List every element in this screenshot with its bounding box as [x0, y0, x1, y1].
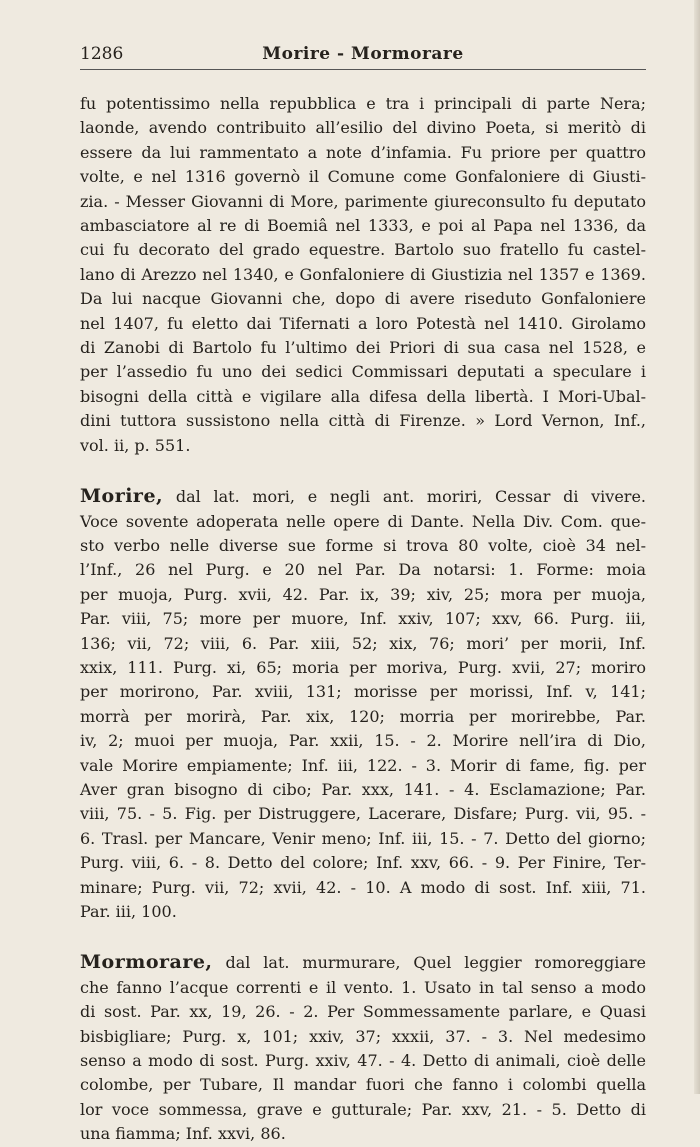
text-line: Voce sovente adoperata nelle opere di Dante. Nella Div. Com. que-	[80, 511, 646, 531]
running-title: Morire - Mormorare	[262, 44, 464, 64]
text-line: per morirono, Par. xviii, 131; morisse per morissi, Inf. v, 141;	[80, 682, 646, 702]
text-line: ambasciatore al re di Boemiâ nel 1333, e poi al Papa nel 1336, da	[80, 216, 646, 236]
text-line	[80, 950, 646, 975]
text-line: vol. ii, p. 551.	[80, 435, 191, 455]
text-line: che fanno l’acque correnti e il vento. 1. Usato in tal senso a modo	[80, 977, 646, 997]
text-line: una fiamma; Inf. xxvi, 86.	[80, 1124, 286, 1144]
text-line: bisogni della città e vigilare alla difesa della libertà. I Mori-Ubal-	[80, 386, 646, 406]
text-line: laonde, avendo contribuito all’esilio del divino Poeta, si meritò di	[80, 118, 646, 138]
text-line: 6. Trasl. per Mancare, Venir meno; Inf. iii, 15. - 7. Detto del giorno;	[80, 828, 646, 848]
page-body	[80, 92, 646, 1147]
page-number: 1286	[80, 44, 124, 64]
text-line: dini tuttora sussistono nella città di Firenze. » Lord Vernon, Inf.,	[80, 411, 646, 431]
text-line: morrà per morirà, Par. xix, 120; morria per morirebbe, Par.	[80, 706, 646, 726]
header-rule	[80, 69, 646, 70]
text-line: Aver gran bisogno di cibo; Par. xxx, 141. - 4. Esclamazione; Par.	[80, 779, 646, 799]
text-line: bisbigliare; Purg. x, 101; xxiv, 37; xxxii, 37. - 3. Nel medesimo	[80, 1026, 646, 1046]
text-line: per muoja, Purg. xvii, 42. Par. ix, 39; xiv, 25; mora per muoja,	[80, 584, 646, 604]
text-line: 136; vii, 72; viii, 6. Par. xiii, 52; xix, 76; mori’ per morii, Inf.	[80, 633, 646, 653]
text-line: senso a modo di sost. Purg. xxiv, 47. - 4. Detto di animali, cioè delle	[80, 1051, 646, 1071]
text-line: iv, 2; muoi per muoja, Par. xxii, 15. - 2. Morire nell’ira di Dio,	[80, 731, 646, 751]
text-line: viii, 75. - 5. Fig. per Distruggere, Lacerare, Disfare; Purg. vii, 95. -	[80, 804, 646, 824]
text-line: essere da lui rammentato a note d’infamia. Fu priore per quattro	[80, 142, 646, 162]
paragraph-more-family	[80, 92, 646, 458]
text-line: lano di Arezzo nel 1340, e Gonfaloniere di Giustizia nel 1357 e 1369.	[80, 264, 646, 284]
text-line: xxix, 111. Purg. xi, 65; moria per moriva, Purg. xvii, 27; moriro	[80, 657, 646, 677]
headword-mormorare: Mormorare,	[80, 951, 213, 974]
page-header	[80, 44, 646, 70]
text-line: Purg. viii, 6. - 8. Detto del colore; Inf. xxv, 66. - 9. Per Finire, Ter-	[80, 853, 646, 873]
text-line: Par. iii, 100.	[80, 902, 177, 921]
text-line: di sost. Par. xx, 19, 26. - 2. Per Sommessamente parlare, e Quasi	[80, 1002, 646, 1022]
text-line: sto verbo nelle diverse sue forme si trova 80 volte, cioè 34 nel-	[80, 535, 646, 555]
text-line	[80, 484, 646, 509]
text-line: volte, e nel 1316 governò il Comune come Gonfaloniere di Giusti-	[80, 167, 646, 187]
entry-morire	[80, 484, 646, 924]
text-line: zia. - Messer Giovanni di More, parimente giureconsulto fu deputato	[80, 191, 646, 211]
text-line: colombe, per Tubare, Il mandar fuori che fanno i colombi quella	[80, 1075, 646, 1095]
text-line: per l’assedio fu uno dei sedici Commissari deputati a speculare i	[80, 362, 646, 382]
entry-mormorare	[80, 950, 646, 1146]
text-line: nel 1407, fu eletto dai Tifernati a loro Potestà nel 1410. Girolamo	[80, 313, 646, 333]
entry-text: dal lat. mori, e negli ant. moriri, Cessar di vivere.	[175, 487, 647, 507]
text-line: Da lui nacque Giovanni che, dopo di avere riseduto Gonfaloniere	[80, 289, 646, 309]
page-edge	[694, 0, 700, 1094]
text-line: l’Inf., 26 nel Purg. e 20 nel Par. Da notarsi: 1. Forme: moia	[80, 560, 646, 580]
text-line: vale Morire empiamente; Inf. iii, 122. - 3. Morir di fame, fig. per	[80, 755, 646, 775]
text-line: minare; Purg. vii, 72; xvii, 42. - 10. A modo di sost. Inf. xiii, 71.	[80, 877, 646, 897]
headword-morire: Morire,	[80, 485, 164, 508]
text-line: fu potentissimo nella repubblica e tra i principali di parte Nera;	[80, 94, 646, 113]
text-line: di Zanobi di Bartolo fu l’ultimo dei Priori di sua casa nel 1528, e	[80, 338, 646, 358]
text-line: lor voce sommessa, grave e gutturale; Par. xxv, 21. - 5. Detto di	[80, 1099, 646, 1119]
entry-text: dal lat. murmurare, Quel leggier romoreggiare	[225, 953, 646, 973]
text-line: Par. viii, 75; more per muore, Inf. xxiv, 107; xxv, 66. Purg. iii,	[80, 609, 646, 629]
text-line: cui fu decorato del grado equestre. Bartolo suo fratello fu castel-	[80, 240, 646, 260]
